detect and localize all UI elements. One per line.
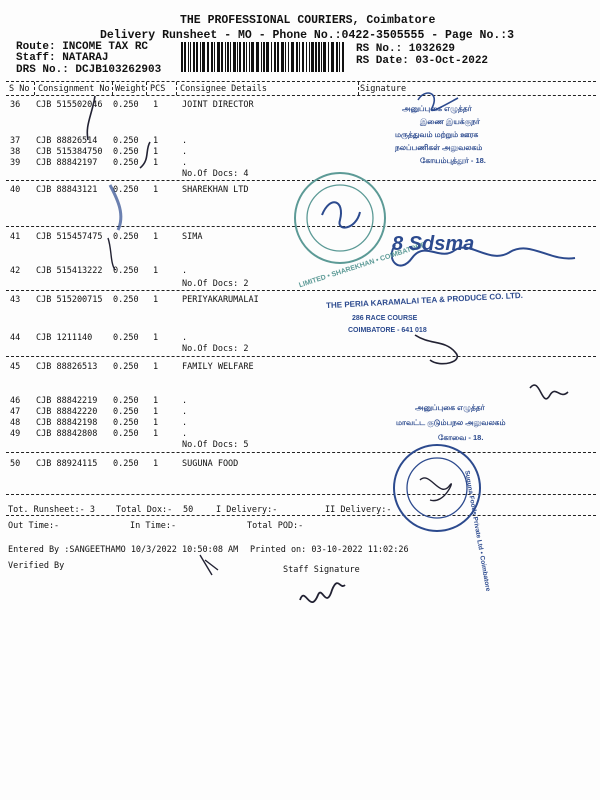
row-pcs: 1 — [153, 136, 159, 146]
row-consignee: . — [182, 407, 188, 417]
staff: Staff: NATARAJ — [16, 52, 109, 64]
periya-stamp-line: COIMBATORE - 641 018 — [348, 327, 427, 334]
tamil-stamp-line: நலப்பணிகள் அலுவலகம் — [395, 143, 483, 152]
row-weight: 0.250 — [113, 459, 139, 469]
row-sno: 46 — [10, 396, 21, 406]
row-consignment: CJB 515200715 — [36, 295, 103, 305]
periya-stamp-line: THE PERIA KARAMALAI TEA & PRODUCE CO. LTD. — [325, 290, 524, 311]
tamil-stamp-line: மருத்துவம் மற்றும் ஊரக — [395, 130, 479, 139]
in-time: In Time:- — [130, 521, 177, 531]
row-weight: 0.250 — [113, 158, 139, 168]
row-sno: 50 — [10, 459, 21, 469]
tamil-stamp-line: கோவை - 18. — [438, 433, 484, 442]
row-consignment: CJB 1211140 — [36, 333, 93, 343]
route: Route: INCOME TAX RC — [16, 41, 149, 53]
row-sno: 43 — [10, 295, 21, 305]
row-consignment: CJB 88842808 — [36, 429, 98, 439]
row-pcs: 1 — [153, 158, 159, 168]
docs-count: No.Of Docs: 2 — [182, 279, 249, 289]
row-weight: 0.250 — [113, 266, 139, 276]
row-pcs: 1 — [153, 396, 159, 406]
suguna-stamp: Suguna Foods Private Ltd • Coimbatore — [463, 470, 492, 592]
row-consignee: PERIYAKARUMALAI — [182, 295, 259, 305]
row-consignee: . — [182, 158, 188, 168]
total-pod: Total POD:- — [247, 521, 304, 531]
drs-number: DRS No.: DCJB103262903 — [16, 64, 162, 76]
row-sno: 40 — [10, 185, 21, 195]
docs-count: No.Of Docs: 5 — [182, 440, 249, 450]
row-consignment: CJB 88842198 — [36, 418, 98, 428]
col-signature: Signature — [360, 84, 407, 94]
rs-date: RS Date: 03-Oct-2022 — [356, 55, 489, 67]
row-consignment: CJB 515457475 — [36, 232, 103, 242]
tamil-stamp-line: அனுப்புகை எழுத்தர் — [415, 403, 485, 412]
tamil-stamp-line: கோயம்புத்தூர் - 18. — [420, 156, 486, 165]
total-dox-value: 50 — [183, 505, 194, 515]
row-sno: 36 — [10, 100, 21, 110]
tamil-stamp-line: மாவட்ட குடும்பநல அலுவலகம் — [396, 418, 506, 427]
row-pcs: 1 — [153, 232, 159, 242]
row-pcs: 1 — [153, 362, 159, 372]
row-sno: 39 — [10, 158, 21, 168]
row-weight: 0.250 — [113, 185, 139, 195]
row-weight: 0.250 — [113, 418, 139, 428]
docs-count: No.Of Docs: 4 — [182, 169, 249, 179]
row-consignee: . — [182, 266, 188, 276]
row-pcs: 1 — [153, 407, 159, 417]
row-weight: 0.250 — [113, 396, 139, 406]
col-pcs: PCS — [150, 84, 166, 94]
row-consignee: . — [182, 418, 188, 428]
row-weight: 0.250 — [113, 295, 139, 305]
entered-by: Entered By :SANGEETHAMO 10/3/2022 10:50:08 AM — [8, 545, 239, 555]
row-sno: 47 — [10, 407, 21, 417]
row-sno: 45 — [10, 362, 21, 372]
row-consignee: . — [182, 429, 188, 439]
periya-stamp-line: 286 RACE COURSE — [352, 315, 418, 322]
row-consignment: CJB 88843121 — [36, 185, 98, 195]
row-pcs: 1 — [153, 459, 159, 469]
row-weight: 0.250 — [113, 136, 139, 146]
rs-number: RS No.: 1032629 — [356, 43, 456, 55]
row-consignee: SHAREKHAN LTD — [182, 185, 249, 195]
total-runsheet: Tot. Runsheet:- 3 — [8, 505, 95, 515]
row-weight: 0.250 — [113, 100, 139, 110]
row-weight: 0.250 — [113, 232, 139, 242]
row-consignee: FAMILY WELFARE — [182, 362, 254, 372]
out-time: Out Time:- — [8, 521, 60, 531]
row-pcs: 1 — [153, 418, 159, 428]
row-pcs: 1 — [153, 100, 159, 110]
row-consignment: CJB 88924115 — [36, 459, 98, 469]
row-consignment: CJB 88842220 — [36, 407, 98, 417]
tamil-stamp-line: இணை இயக்குநர் — [420, 117, 480, 126]
row-pcs: 1 — [153, 429, 159, 439]
i-delivery: I Delivery:- — [216, 505, 278, 515]
row-sno: 37 — [10, 136, 21, 146]
col-consignment: Consignment No — [38, 84, 110, 94]
row-weight: 0.250 — [113, 429, 139, 439]
col-weight: Weight — [115, 84, 146, 94]
row-pcs: 1 — [153, 266, 159, 276]
page-subtitle: Delivery Runsheet - MO - Phone No.:0422-3505555 - Page No.:3 — [100, 29, 515, 42]
row-pcs: 1 — [153, 185, 159, 195]
row-consignment: CJB 515384750 — [36, 147, 103, 157]
row-consignment: CJB 88842197 — [36, 158, 98, 168]
row-weight: 0.250 — [113, 407, 139, 417]
row-sno: 42 — [10, 266, 21, 276]
row-consignee: SIMA — [182, 232, 203, 242]
row-pcs: 1 — [153, 333, 159, 343]
row-consignment: CJB 88826513 — [36, 362, 98, 372]
total-dox-label: Total Dox:- — [116, 505, 173, 515]
row-consignment: CJB 515502046 — [36, 100, 103, 110]
staff-signature: Staff Signature — [283, 565, 360, 575]
row-pcs: 1 — [153, 295, 159, 305]
row-consignee: . — [182, 147, 188, 157]
row-consignee: JOINT DIRECTOR — [182, 100, 254, 110]
row-sno: 38 — [10, 147, 21, 157]
row-sno: 44 — [10, 333, 21, 343]
row-weight: 0.250 — [113, 333, 139, 343]
docs-count: No.Of Docs: 2 — [182, 344, 249, 354]
row-sno: 48 — [10, 418, 21, 428]
tamil-stamp-line: அனுப்புகை எழுத்தர் — [402, 104, 472, 113]
row-pcs: 1 — [153, 147, 159, 157]
row-consignment: CJB 515413222 — [36, 266, 103, 276]
row-consignment: CJB 88826514 — [36, 136, 98, 146]
sharekhan-stamp: LIMITED • SHAREKHAN • COIMBATORE — [298, 241, 427, 290]
col-sno: S No — [9, 84, 30, 94]
row-consignee: SUGUNA FOOD — [182, 459, 239, 469]
sima-signature: 8 Sdsma — [392, 233, 475, 255]
row-consignee: . — [182, 396, 188, 406]
row-weight: 0.250 — [113, 362, 139, 372]
company-name: THE PROFESSIONAL COURIERS, Coimbatore — [180, 14, 436, 27]
row-consignee: . — [182, 136, 188, 146]
row-sno: 41 — [10, 232, 21, 242]
ii-delivery: II Delivery:- — [325, 505, 392, 515]
printed-on: Printed on: 03-10-2022 11:02:26 — [250, 545, 409, 555]
row-consignment: CJB 88842219 — [36, 396, 98, 406]
row-weight: 0.250 — [113, 147, 139, 157]
row-consignee: . — [182, 333, 188, 343]
col-consignee: Consignee Details — [180, 84, 267, 94]
row-sno: 49 — [10, 429, 21, 439]
verified-by: Verified By — [8, 561, 65, 571]
